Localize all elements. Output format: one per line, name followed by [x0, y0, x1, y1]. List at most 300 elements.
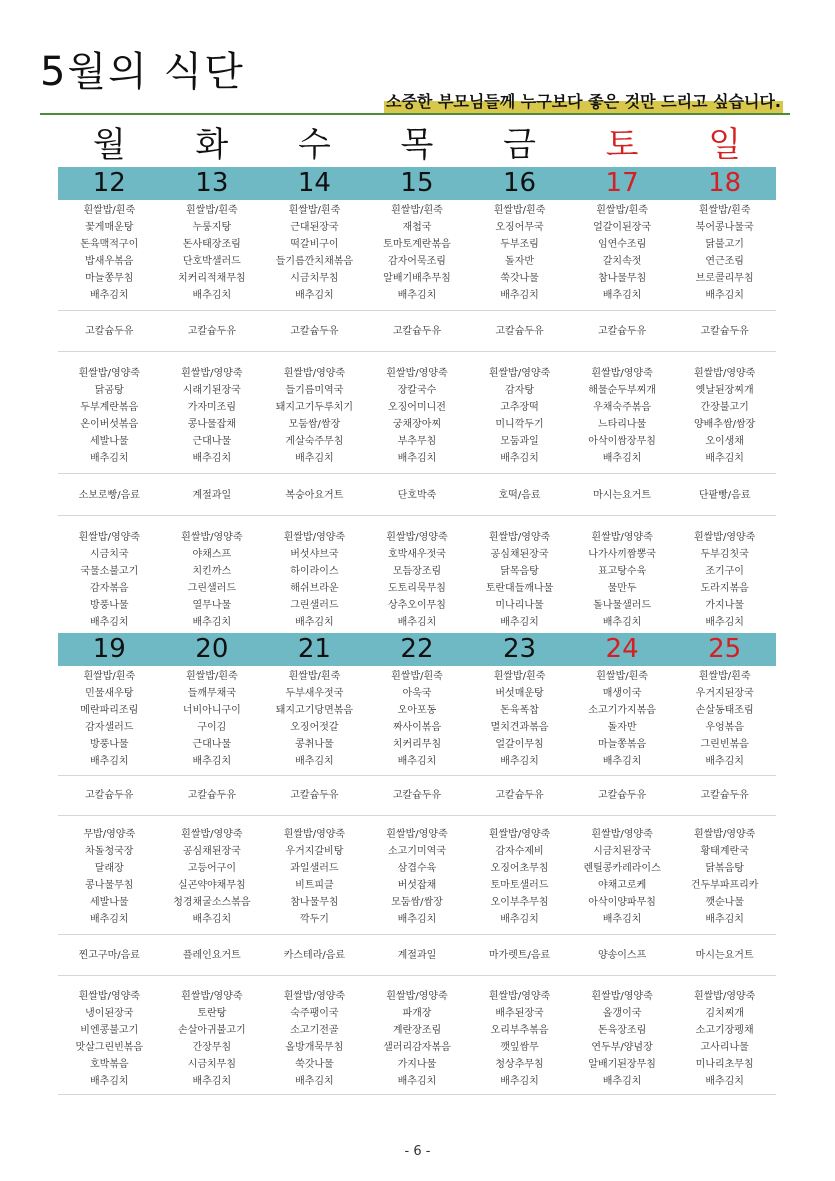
menu-item: 감자수제비	[495, 846, 544, 857]
menu-item: 감자샐러드	[85, 722, 134, 733]
menu-item: 배추김치	[705, 756, 744, 767]
menu-item: 돈육장조림	[597, 1025, 647, 1036]
menu-item: 배추김치	[500, 914, 539, 925]
menu-item: 소고기가지볶음	[588, 705, 656, 716]
dinner-wed	[263, 988, 366, 1090]
dinner-tue	[161, 988, 264, 1090]
menu-item: 방풍나물	[89, 739, 129, 750]
menu-item: 오리부추볶음	[490, 1025, 549, 1036]
snack-am-fri	[468, 323, 571, 340]
menu-item: 배추김치	[89, 914, 129, 925]
menu-item: 고칼슘두유	[85, 790, 134, 801]
breakfast-thu	[366, 668, 469, 770]
menu-item: 연근조림	[705, 256, 744, 267]
menu-item: 오징어젓갈	[290, 722, 339, 733]
menu-item: 쑥갓나물	[295, 1059, 334, 1070]
menu-item: 근대된장국	[290, 222, 339, 233]
menu-item: 고칼슘두유	[290, 326, 339, 337]
menu-item: 우거지된장국	[695, 688, 754, 699]
menu-item: 흰쌀밥/영양죽	[488, 532, 551, 543]
dinner-row-week-2	[58, 988, 776, 1090]
lunch-mon	[58, 365, 161, 467]
date-thu: 15	[400, 168, 434, 198]
menu-item: 고칼슘두유	[392, 326, 442, 337]
menu-item: 배추김치	[500, 617, 539, 628]
menu-item: 그린빈볶음	[700, 739, 749, 750]
menu-item: 흰쌀밥/영양죽	[591, 829, 653, 840]
menu-item: 버섯잡채	[397, 880, 437, 891]
breakfast-fri	[468, 202, 571, 304]
dinner-fri	[468, 988, 571, 1090]
menu-item: 흰쌀밥/영양죽	[283, 368, 346, 379]
menu-item: 흰쌀밥/영양죽	[283, 532, 346, 543]
menu-item: 구이김	[197, 722, 227, 733]
menu-item: 시금치무침	[187, 1059, 236, 1070]
menu-item: 고칼슘두유	[187, 326, 236, 337]
menu-item: 흰쌀밥/영양죽	[283, 829, 346, 840]
menu-item: 흰쌀밥/영양죽	[181, 532, 243, 543]
date-sat: 17	[605, 168, 639, 198]
menu-item: 닭불고기	[705, 239, 744, 250]
dinner-tue	[161, 529, 264, 631]
menu-item: 임연수조림	[597, 239, 647, 250]
menu-item: 모둠과일	[500, 436, 539, 447]
menu-item: 배추김치	[89, 756, 129, 767]
menu-item: 연두부/양념장	[591, 1042, 653, 1053]
menu-item: 토마토샐러드	[490, 880, 549, 891]
menu-item: 흰쌀밥/영양죽	[591, 991, 653, 1002]
title-divider	[40, 113, 790, 115]
menu-item: 고칼슘두유	[597, 790, 647, 801]
menu-item: 토란탕	[197, 1008, 227, 1019]
menu-item: 배추김치	[602, 617, 642, 628]
breakfast-mon	[58, 202, 161, 304]
breakfast-wed	[263, 202, 366, 304]
weekday-header-row	[58, 124, 776, 166]
menu-item: 오아포동	[397, 705, 437, 716]
breakfast-thu	[366, 202, 469, 304]
row-divider	[58, 515, 776, 516]
menu-item: 배추김치	[89, 453, 129, 464]
menu-item: 마늘쫑무침	[85, 273, 134, 284]
menu-item: 단팥빵/음료	[698, 490, 751, 501]
menu-item: 찐고구마/음료	[78, 950, 140, 961]
menu-item: 돈사태장조림	[182, 239, 241, 250]
row-divider	[58, 1094, 776, 1095]
menu-item: 흰쌀밥/흰죽	[288, 671, 341, 682]
menu-item: 느타리나물	[597, 419, 647, 430]
breakfast-wed	[263, 668, 366, 770]
menu-item: 감자볶음	[89, 583, 129, 594]
lunch-tue	[161, 826, 264, 928]
menu-item: 흰쌀밥/영양죽	[693, 532, 756, 543]
menu-item: 배추김치	[192, 914, 232, 925]
menu-item: 짜사이볶음	[392, 722, 442, 733]
menu-item: 그린샐러드	[290, 600, 339, 611]
menu-item: 치커리적채무침	[178, 273, 246, 284]
menu-item: 고칼슘두유	[597, 326, 647, 337]
menu-item: 배추김치	[602, 756, 642, 767]
menu-item: 배추김치	[602, 290, 642, 301]
menu-item: 냉이된장국	[85, 1008, 134, 1019]
menu-item: 흰쌀밥/영양죽	[386, 532, 448, 543]
menu-item: 김치찌개	[705, 1008, 744, 1019]
menu-item: 가지나물	[397, 1059, 437, 1070]
dinner-fri	[468, 529, 571, 631]
menu-item: 돼지고기당면볶음	[275, 705, 354, 716]
menu-item: 소고기미역국	[387, 846, 446, 857]
menu-item: 들깨무채국	[187, 688, 236, 699]
row-divider	[58, 473, 776, 474]
date-thu: 22	[400, 634, 434, 664]
lunch-sun	[673, 826, 776, 928]
menu-item: 떡갈비구이	[290, 239, 339, 250]
menu-item: 흰쌀밥/영양죽	[693, 829, 756, 840]
menu-item: 얼갈이된장국	[593, 222, 652, 233]
snack-pm-wed	[263, 487, 366, 504]
snack-am-sat	[571, 323, 674, 340]
menu-item: 시래기된장국	[182, 385, 241, 396]
menu-item: 배추김치	[192, 290, 232, 301]
menu-item: 콩취나물	[295, 739, 334, 750]
lunch-row-week-1	[58, 365, 776, 467]
menu-item: 올방개묵무침	[285, 1042, 344, 1053]
menu-item: 흰쌀밥/흰죽	[288, 205, 341, 216]
menu-item: 돌나물샐러드	[593, 600, 652, 611]
date-tue: 20	[195, 634, 229, 664]
menu-item: 시금치된장국	[593, 846, 652, 857]
menu-item: 호박새우젓국	[387, 549, 446, 560]
menu-item: 버섯매운탕	[495, 688, 544, 699]
menu-item: 배추김치	[295, 290, 334, 301]
menu-item: 두부새우젓국	[285, 688, 344, 699]
menu-item: 도토리묵무침	[387, 583, 446, 594]
menu-item: 아삭이쌈장무침	[588, 436, 656, 447]
menu-item: 표고탕수육	[597, 566, 647, 577]
menu-item: 무밥/영양죽	[83, 829, 136, 840]
menu-item: 흰쌀밥/영양죽	[488, 991, 551, 1002]
snack-pm-tue	[161, 947, 264, 964]
menu-item: 매생이국	[602, 688, 642, 699]
menu-item: 배추김치	[602, 1076, 642, 1087]
menu-item: 흰쌀밥/영양죽	[78, 368, 140, 379]
page-subtitle: 소중한 부모님들께 누구보다 좋은 것만 드리고 싶습니다.	[386, 92, 781, 111]
menu-item: 흰쌀밥/영양죽	[386, 829, 448, 840]
menu-item: 고칼슘두유	[290, 790, 339, 801]
menu-item: 소보로빵/음료	[78, 490, 140, 501]
menu-item: 닭볶음탕	[705, 863, 744, 874]
dinner-row-week-1	[58, 529, 776, 631]
row-divider	[58, 815, 776, 816]
menu-item: 고칼슘두유	[495, 326, 544, 337]
weekday-sat: 토	[605, 125, 639, 165]
page-number: - 6 -	[404, 1144, 431, 1159]
page-title: 5월의 식단	[40, 49, 245, 95]
menu-item: 배추김치	[295, 1076, 334, 1087]
menu-item: 미니깍두기	[495, 419, 544, 430]
menu-item: 참나물무침	[597, 273, 647, 284]
menu-item: 마시는요거트	[695, 950, 754, 961]
lunch-mon	[58, 826, 161, 928]
breakfast-tue	[161, 202, 264, 304]
menu-item: 흰쌀밥/흰죽	[83, 671, 136, 682]
snack-am-thu	[366, 787, 469, 804]
menu-item: 배추김치	[705, 1076, 744, 1087]
menu-item: 황태계란국	[700, 846, 749, 857]
menu-item: 오징어초무침	[490, 863, 549, 874]
menu-item: 알배기배추무침	[383, 273, 451, 284]
snack-pm-mon	[58, 487, 161, 504]
dinner-sun	[673, 529, 776, 631]
dinner-mon	[58, 529, 161, 631]
snack-am-mon	[58, 323, 161, 340]
menu-item: 쑥갓나물	[500, 273, 539, 284]
snack-am-tue	[161, 787, 264, 804]
menu-item: 흰쌀밥/흰죽	[596, 671, 648, 682]
menu-item: 콩나물무침	[85, 880, 134, 891]
menu-item: 흰쌀밥/흰죽	[493, 205, 546, 216]
menu-item: 알배기된장무침	[588, 1059, 656, 1070]
snack-am-row-week-1	[58, 323, 776, 340]
snack-am-wed	[263, 787, 366, 804]
menu-item: 숙주팽이국	[290, 1008, 339, 1019]
menu-item: 손살아귀불고기	[178, 1025, 246, 1036]
dinner-wed	[263, 529, 366, 631]
menu-item: 해물순두부찌개	[588, 385, 656, 396]
menu-item: 배추김치	[397, 453, 437, 464]
menu-item: 소고기장펭채	[695, 1025, 754, 1036]
menu-item: 돈육맥적구이	[80, 239, 139, 250]
menu-item: 배추김치	[705, 290, 744, 301]
menu-item: 고칼슘두유	[392, 790, 442, 801]
menu-item: 메란파리조림	[80, 705, 139, 716]
menu-item: 흰쌀밥/영양죽	[181, 368, 243, 379]
menu-item: 계절과일	[192, 490, 232, 501]
snack-am-fri	[468, 787, 571, 804]
snack-pm-fri	[468, 487, 571, 504]
dinner-thu	[366, 529, 469, 631]
snack-pm-thu	[366, 947, 469, 964]
menu-item: 흰쌀밥/흰죽	[493, 671, 546, 682]
weekday-fri: 금	[503, 125, 536, 165]
menu-item: 브로콜리무침	[695, 273, 754, 284]
menu-item: 카스테라/음료	[283, 950, 346, 961]
breakfast-sun	[673, 202, 776, 304]
menu-item: 파개장	[402, 1008, 432, 1019]
menu-item: 조기구이	[705, 566, 744, 577]
menu-item: 공심채된장국	[490, 549, 549, 560]
breakfast-row-week-2	[58, 668, 776, 770]
menu-item: 고추장떡	[500, 402, 539, 413]
lunch-sat	[571, 365, 674, 467]
menu-item: 배추김치	[89, 1076, 129, 1087]
menu-item: 흰쌀밥/흰죽	[698, 671, 751, 682]
breakfast-sat	[571, 668, 674, 770]
menu-item: 흰쌀밥/영양죽	[283, 991, 346, 1002]
breakfast-tue	[161, 668, 264, 770]
date-sat: 24	[605, 634, 639, 664]
menu-item: 흰쌀밥/영양죽	[693, 991, 756, 1002]
menu-item: 근대나물	[192, 436, 232, 447]
menu-item: 흰쌀밥/영양죽	[78, 991, 140, 1002]
date-mon: 12	[92, 168, 126, 198]
menu-item: 청상추무침	[495, 1059, 544, 1070]
menu-item: 우거지갈비탕	[285, 846, 344, 857]
snack-pm-sun	[673, 947, 776, 964]
menu-item: 단호박샐러드	[182, 256, 241, 267]
menu-item: 두부조림	[500, 239, 539, 250]
menu-item: 배추김치	[602, 453, 642, 464]
breakfast-sat	[571, 202, 674, 304]
menu-item: 흰쌀밥/영양죽	[693, 368, 756, 379]
menu-item: 배추김치	[500, 756, 539, 767]
menu-item: 배추김치	[397, 617, 437, 628]
menu-item: 깻잎쌈무	[500, 1042, 539, 1053]
menu-item: 감자탕	[505, 385, 535, 396]
menu-item: 그린샐러드	[187, 583, 236, 594]
menu-item: 렌틸콩카레라이스	[583, 863, 661, 874]
menu-item: 가자미조림	[187, 402, 236, 413]
snack-am-thu	[366, 323, 469, 340]
menu-item: 감자어묵조림	[387, 256, 446, 267]
date-band-week-1	[58, 167, 776, 200]
lunch-row-week-2	[58, 826, 776, 928]
menu-item: 방풍나물	[89, 600, 129, 611]
breakfast-row-week-1	[58, 202, 776, 304]
snack-am-wed	[263, 323, 366, 340]
menu-item: 흰쌀밥/흰죽	[83, 205, 136, 216]
lunch-fri	[468, 365, 571, 467]
menu-item: 근대나물	[192, 739, 232, 750]
menu-item: 배추김치	[397, 756, 437, 767]
menu-item: 복숭아요거트	[285, 490, 344, 501]
menu-item: 고칼슘두유	[495, 790, 544, 801]
menu-item: 배추김치	[705, 453, 744, 464]
snack-pm-sat	[571, 487, 674, 504]
menu-item: 배추김치	[192, 617, 232, 628]
menu-item: 배추김치	[295, 453, 334, 464]
weekday-tue: 화	[195, 125, 229, 165]
snack-pm-wed	[263, 947, 366, 964]
menu-item: 흰쌀밥/흰죽	[596, 205, 648, 216]
snack-pm-sat	[571, 947, 674, 964]
weekday-mon: 월	[92, 125, 126, 165]
menu-item: 배추김치	[295, 756, 334, 767]
menu-item: 소고기전골	[290, 1025, 339, 1036]
snack-am-sun	[673, 323, 776, 340]
dinner-thu	[366, 988, 469, 1090]
row-divider	[58, 975, 776, 976]
lunch-wed	[263, 826, 366, 928]
menu-item: 고사리나물	[700, 1042, 749, 1053]
menu-item: 미나리초무침	[695, 1059, 754, 1070]
menu-item: 공심채된장국	[182, 846, 241, 857]
menu-item: 배추김치	[89, 290, 129, 301]
lunch-thu	[366, 826, 469, 928]
menu-item: 시금치무침	[290, 273, 339, 284]
snack-am-sat	[571, 787, 674, 804]
snack-pm-tue	[161, 487, 264, 504]
menu-item: 두부계란볶음	[80, 402, 139, 413]
menu-item: 흰쌀밥/흰죽	[698, 205, 751, 216]
menu-item: 아삭이양파무침	[588, 897, 656, 908]
menu-item: 너비아니구이	[182, 705, 241, 716]
menu-item: 민물새우탕	[85, 688, 134, 699]
menu-item: 닭목음탕	[500, 566, 539, 577]
menu-item: 모둠쌈/쌈장	[391, 897, 443, 908]
snack-am-sun	[673, 787, 776, 804]
menu-item: 양배추쌈/쌈장	[693, 419, 756, 430]
menu-item: 깍두기	[299, 914, 329, 925]
snack-pm-row-week-2	[58, 947, 776, 964]
dinner-sat	[571, 988, 674, 1090]
menu-item: 계절과일	[397, 950, 437, 961]
menu-item: 북어콩나물국	[695, 222, 754, 233]
menu-item: 시금치국	[89, 549, 129, 560]
menu-item: 과일샐러드	[290, 863, 339, 874]
snack-pm-thu	[366, 487, 469, 504]
menu-item: 마늘쫑볶음	[597, 739, 647, 750]
snack-am-mon	[58, 787, 161, 804]
menu-item: 도라지볶음	[700, 583, 749, 594]
menu-item: 토란대들깨나물	[485, 583, 554, 594]
breakfast-sun	[673, 668, 776, 770]
menu-item: 재첩국	[402, 222, 432, 233]
menu-item: 야채고로케	[597, 880, 647, 891]
menu-item: 흰쌀밥/영양죽	[78, 532, 140, 543]
snack-pm-sun	[673, 487, 776, 504]
lunch-sun	[673, 365, 776, 467]
menu-item: 누룽지탕	[192, 222, 232, 233]
menu-item: 실곤약야채무침	[178, 880, 246, 891]
menu-item: 두부김칫국	[700, 549, 749, 560]
menu-item: 단호박죽	[397, 490, 437, 501]
menu-item: 흰쌀밥/영양죽	[488, 368, 551, 379]
date-mon: 19	[92, 634, 126, 664]
menu-item: 흰쌀밥/영양죽	[488, 829, 551, 840]
menu-item: 배추김치	[295, 617, 334, 628]
weekday-wed: 수	[297, 125, 331, 165]
menu-item: 흰쌀밥/영양죽	[591, 532, 653, 543]
menu-item: 맛살그린빈볶음	[75, 1042, 144, 1053]
menu-item: 호박볶음	[89, 1059, 129, 1070]
menu-item: 상추오이무침	[387, 600, 446, 611]
menu-item: 흰쌀밥/영양죽	[386, 368, 448, 379]
menu-item: 돌자반	[607, 722, 637, 733]
menu-item: 국물소불고기	[80, 566, 139, 577]
menu-item: 건두부파프리카	[690, 880, 759, 891]
weekday-thu: 목	[400, 125, 434, 165]
menu-item: 세발나물	[89, 897, 129, 908]
menu-item: 참나물무침	[290, 897, 339, 908]
menu-item: 돼지고기두루치기	[275, 402, 354, 413]
menu-item: 계란장조림	[392, 1025, 442, 1036]
menu-item: 달래장	[94, 863, 124, 874]
menu-item: 하이라이스	[290, 566, 339, 577]
menu-item: 흰쌀밥/영양죽	[386, 991, 448, 1002]
menu-item: 배추김치	[500, 1076, 539, 1087]
menu-item: 흰쌀밥/흰죽	[186, 205, 238, 216]
menu-item: 고칼슘두유	[700, 326, 749, 337]
menu-item: 우엉볶음	[705, 722, 744, 733]
menu-item: 올갱이국	[602, 1008, 642, 1019]
row-divider	[58, 934, 776, 935]
snack-am-tue	[161, 323, 264, 340]
menu-item: 플레인요거트	[182, 950, 241, 961]
menu-item: 배추김치	[500, 453, 539, 464]
menu-item: 배추김치	[705, 914, 744, 925]
menu-item: 삼겹수육	[397, 863, 437, 874]
